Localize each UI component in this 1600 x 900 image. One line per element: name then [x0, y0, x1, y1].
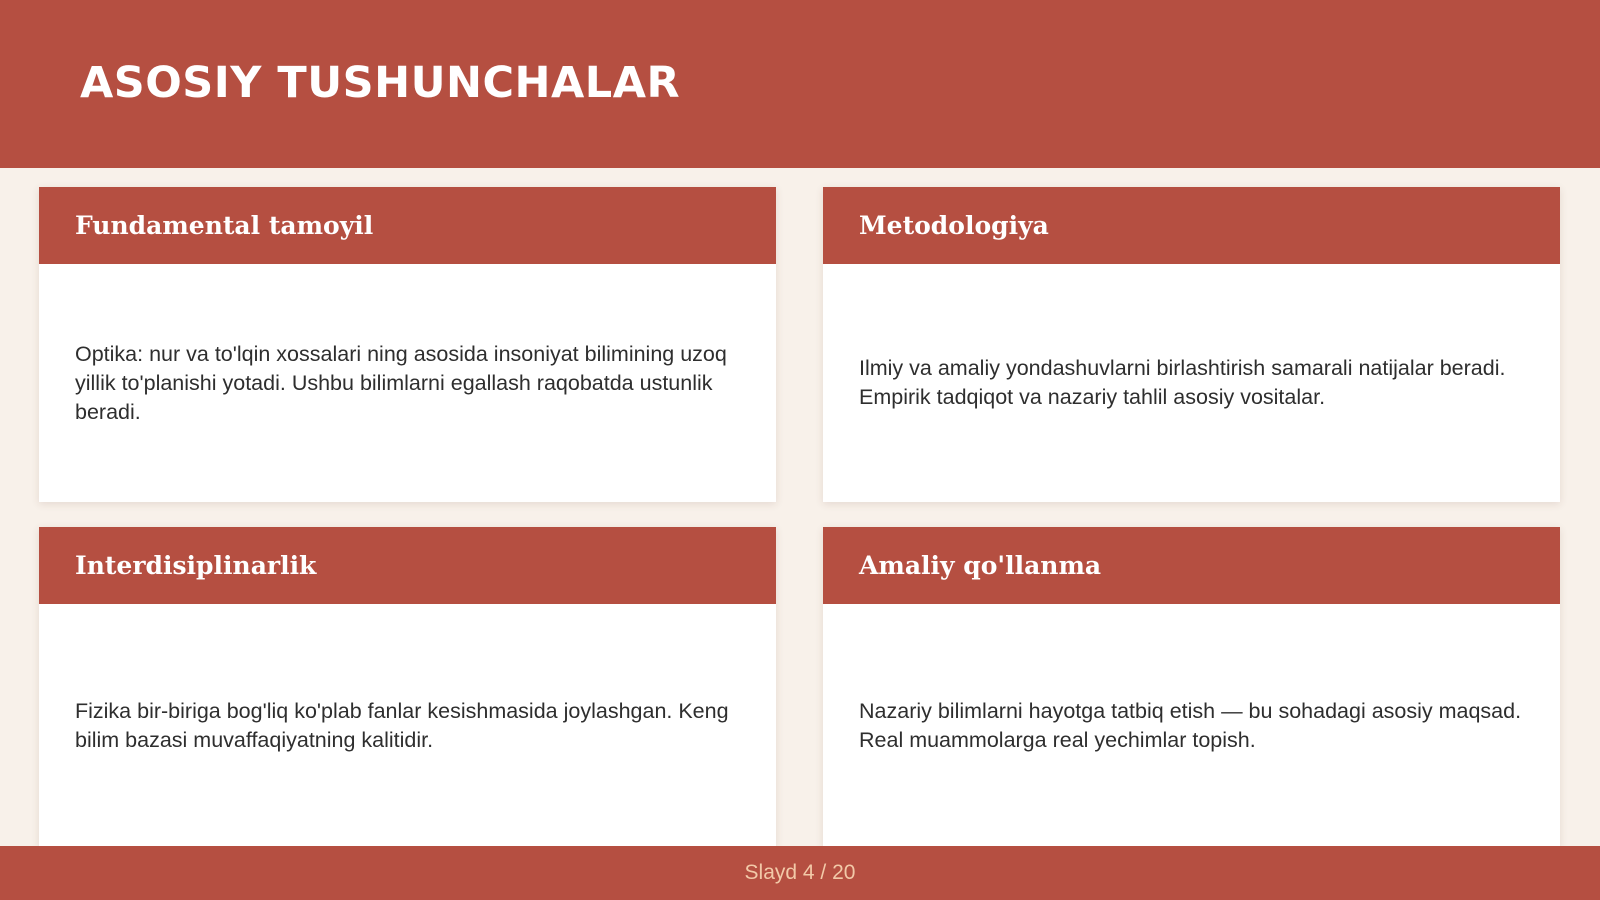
card-header: [39, 527, 776, 604]
card-title: Metodologiya: [859, 211, 1049, 240]
card-title: Interdisiplinarlik: [75, 551, 317, 580]
card-text: Fizika bir-biriga bog'liq ko'plab fanlar kesishmasida joylashgan. Keng bilim bazasi muvaffaqiyatning kalitidir.: [75, 698, 729, 752]
card-text: Nazariy bilimlarni hayotga tatbiq etish — bu sohadagi asosiy maqsad. Real muammolarga real yechimlar topish.: [859, 698, 1522, 752]
card-header: [823, 187, 1560, 264]
slide-header: [0, 0, 1600, 168]
concept-card-fundamental: [39, 187, 776, 502]
slide-footer: [0, 846, 1600, 900]
card-text: Ilmiy va amaliy yondashuvlarni birlashtirish samarali natijalar beradi. Empirik tadqiqot va nazariy tahlil asosiy vositalar.: [859, 356, 1506, 409]
concept-card-practical: [823, 527, 1560, 847]
concept-card-interdisciplinary: [39, 527, 776, 847]
card-text: Optika: nur va to'lqin xossalari ning asosida insoniyat bilimining uzoq yillik to'planishi yotadi. Ushbu bilimlarni egallash raqobatda ustunlik beradi.: [75, 341, 727, 424]
card-body: [823, 604, 1560, 847]
card-header: [823, 527, 1560, 604]
card-header: [39, 187, 776, 264]
card-title: Fundamental tamoyil: [75, 211, 374, 240]
slide-title: ASOSIY TUSHUNCHALAR: [80, 58, 681, 108]
card-title: Amaliy qo'llanma: [859, 551, 1102, 580]
concept-card-methodology: [823, 187, 1560, 502]
card-body: [39, 604, 776, 847]
card-body: [823, 264, 1560, 502]
slide-counter: Slayd 4 / 20: [744, 861, 856, 884]
card-body: [39, 264, 776, 502]
